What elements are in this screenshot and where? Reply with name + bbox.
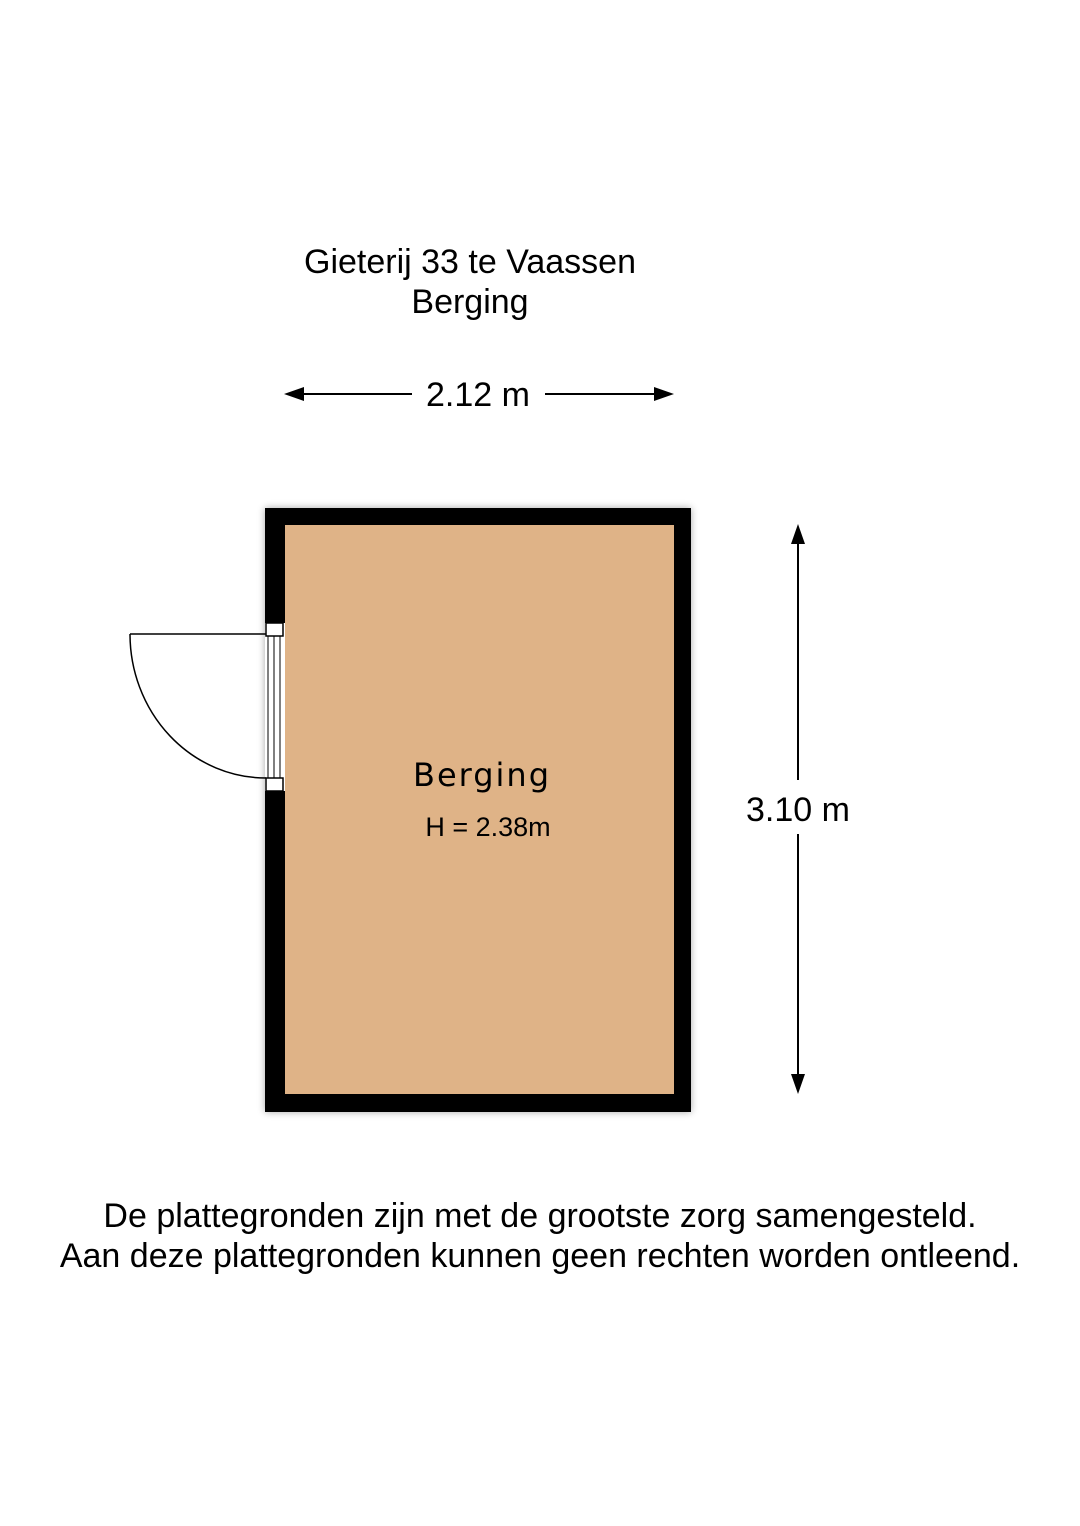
width-arrow-left bbox=[284, 387, 304, 401]
width-dimension bbox=[284, 376, 674, 414]
door-jamb-top bbox=[266, 623, 283, 636]
room-name: Berging bbox=[412, 756, 552, 794]
room bbox=[265, 508, 691, 1112]
address-title: Gieterij 33 te Vaassen bbox=[304, 243, 636, 281]
disclaimer bbox=[0, 1196, 1080, 1276]
door-swing-arc bbox=[130, 634, 266, 778]
disclaimer-line-2: Aan deze plattegronden kunnen geen rechten worden ontleend. bbox=[59, 1237, 1021, 1275]
width-label: 2.12 m bbox=[426, 376, 530, 414]
door bbox=[130, 623, 285, 791]
floor-title: Berging bbox=[411, 283, 529, 321]
depth-arrow-top bbox=[791, 524, 805, 544]
room-floor bbox=[285, 525, 674, 1094]
room-height: H = 2.38m bbox=[425, 812, 551, 842]
depth-label: 3.10 m bbox=[746, 791, 850, 829]
depth-dimension bbox=[746, 524, 850, 1094]
width-arrow-right bbox=[654, 387, 674, 401]
door-jamb-bottom bbox=[266, 778, 283, 791]
depth-arrow-bottom bbox=[791, 1074, 805, 1094]
disclaimer-line-1: De plattegronden zijn met de grootste zorg samengesteld. bbox=[103, 1197, 977, 1235]
